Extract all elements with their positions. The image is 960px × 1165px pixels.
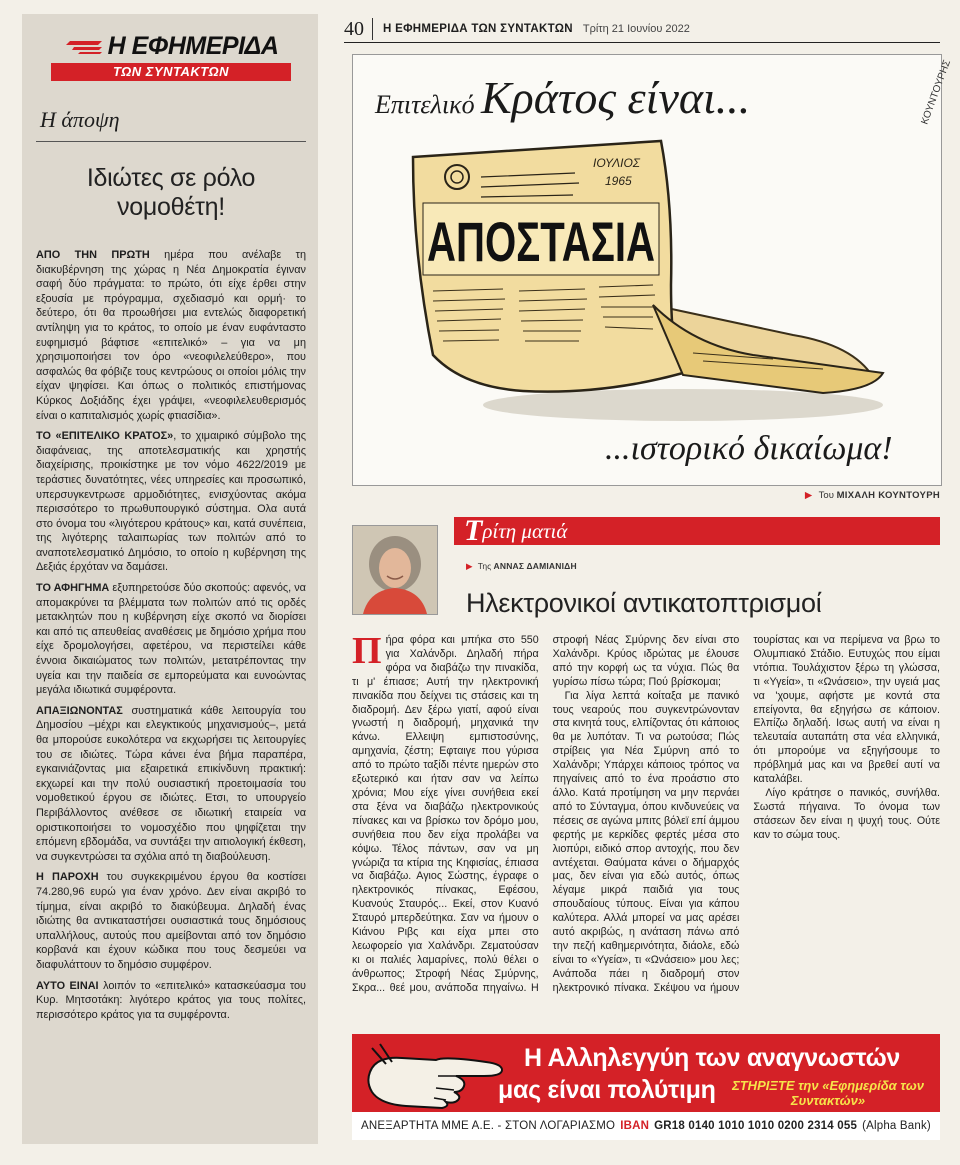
editorial-column bbox=[22, 14, 318, 1144]
triangle-icon: ▶ bbox=[466, 561, 473, 571]
cartoon-caption-small: Επιτελικό bbox=[375, 90, 475, 119]
paragraph-lead: ΑΠΑΞΙΩΝΟΝΤΑΣ bbox=[36, 704, 123, 717]
byline-name: ΑΝΝΑΣ ΔΑΜΙΑΝΙΔΗ bbox=[493, 561, 577, 571]
solidarity-ad bbox=[352, 1034, 940, 1140]
paragraph-lead: ΤΟ ΑΦΗΓΗΜΑ bbox=[36, 582, 110, 595]
section-label: Η άποψη bbox=[40, 107, 120, 132]
newspaper-headline: ΑΠΟΣΤΑΣΙΑ bbox=[427, 210, 655, 273]
byline bbox=[466, 561, 577, 572]
iban-label: IBAN bbox=[620, 1120, 650, 1132]
editorial-paragraph bbox=[36, 979, 306, 1023]
cartoon-caption-bottom: ...ιστορικό δικαίωμα! bbox=[605, 430, 893, 467]
cartoon-credit bbox=[690, 490, 940, 501]
page-header bbox=[344, 16, 940, 43]
column-banner bbox=[454, 514, 940, 547]
paragraph-lead: ΑΥΤΟ ΕΙΝΑΙ bbox=[36, 979, 99, 992]
paragraph-lead: ΤΟ «ΕΠΙΤΕΛΙΚΟ ΚΡΑΤΟΣ» bbox=[36, 430, 174, 443]
ad-support-text: ΣΤΗΡΙΞΤΕ την «Εφημερίδα των Συντακτών» bbox=[732, 1078, 924, 1108]
ad-bank-details bbox=[352, 1112, 940, 1140]
section-divider bbox=[36, 141, 306, 142]
issue-date: Τρίτη 21 Ιουνίου 2022 bbox=[582, 23, 690, 35]
cartoonist-signature: ΚΟΥΝΤΟΥΡΗΣ bbox=[919, 58, 954, 127]
editorial-body bbox=[36, 248, 306, 1022]
paragraph-text: λοιπόν το «επιτελικό» κατασκεύασμα του Κυρ. Μητσοτάκη: λιγότερο κράτος για τους πολίτες, περισσότερο κράτος για τα συμφέροντα. bbox=[36, 979, 306, 1021]
paragraph-text: , το χιμαιρικό σύμβολο της διαφάνειας, της αποτελεσματικής και χρηστής διαχείρισης, προικίστηκε με τον νόμο 4622/2019 με τεράστιες δυνατότητες, νέες υπηρεσίες και προσωπικό, υπερσυγκεντρωσε αρμοδιότητες, ενισχύοντας ακόμα περισσότερο το πρωθυπουργικό σύστημα. Ολα αυτά στο όνομα του «λιγότερου κράτους» και, κατά συνέπεια, της λιγότερης ταλαιπωρίας των πολιτών από το αναποτελεσματικό Δημόσιο, το οποίο η κυβέρνηση της Δεξιάς έρχόταν να δαμάσει. bbox=[36, 430, 306, 574]
article-body bbox=[352, 630, 940, 1002]
credit-prefix: Του bbox=[818, 490, 834, 501]
paragraph-text: συστηματικά κάθε λειτουργία του Δημοσίου –μέχρι και ελεγκτικούς μηχανισμούς–, μετά θα μπορούσε ευκολότερα να εκχωρήσει τις λειτουργίες του σε ιδιώτες. Τώρα κάνει ένα βήμα παραπέρα, εγκαινιάζοντας μια εξαιρετικά επικίνδυνη πρακτική: εκχωρεί και την πολύ ουσιαστική προετοιμασία του νομοθετικού έργου σε ιδιώτες. Ετσι, το υπουργείο Περιβάλλοντος ανέθεσε σε ιδιωτική εταιρεία να οριστικοποιήσει το νομοσχέδιο που ψηφίζεται την επόμενη εβδομάδα, να συντάξει την αιτιολογική έκθεση, να συγκεντρώσει τα σχόλια από τη διαβούλευση. bbox=[36, 704, 306, 863]
page-number: 40 bbox=[344, 18, 373, 40]
editorial-paragraph bbox=[36, 581, 306, 698]
drop-cap: Π bbox=[352, 630, 382, 672]
masthead-logo bbox=[36, 14, 306, 81]
newspaper-drawing bbox=[413, 141, 883, 421]
paragraph-text: ημέρα που ανέλαβε τη διακυβέρνηση της χώρας η Νέα Δημοκρατία έγιναν σαφή δύο πράγματα: το πρώτο, ότι είχε έρθει στην εξουσία με πρόγραμμα, σχεδιασμό και ορμή· το δεύτερο, ότι θα προωθήσει μια εντελώς διαφορετική αντίληψη για το κράτος, το οποίο με έναν ευφάνταστο ευφημισμό βάφτισε «επιτελικό» – για να μη χρησιμοποιήσει τον όρο «νεοφιλελεύθερο», που ασφαλώς θα φόβιζε τους κεντρώους οι οποίοι μόλις την είχαν ψηφίσει. Και όπως ο πολιτικός επιστήμονας Κύρκος Δοξιάδης έχει γράψει, «νεοφιλελευθερισμός είναι ο καπιταλισμός χωρίς φτιασίδια». bbox=[36, 249, 307, 422]
author-portrait-icon bbox=[353, 526, 437, 614]
pointing-hand-icon bbox=[366, 1042, 506, 1108]
paragraph-text: του συγκεκριμένου έργου θα κοστίσει 74.280,96 ευρώ για έναν χρόνο. Δεν είναι ακριβό το τίμημα, είναι ακριβό το διακύβευμα. Δηλαδή ένας ιδιώτης θα αντικαταστήσει ουσιαστικά τους δημόσιους υπαλλήλους, αυτούς που αμείβονται από τον δημόσιο κορβανά και έχουν κώδικα που τους δεσμεύει να διαφυλάττουν το δημόσιο συμφέρον. bbox=[36, 871, 307, 971]
masthead-name: Η ΕΦΗΜΕΡΙΔΑ bbox=[107, 32, 279, 60]
paragraph-text: Για λίγα λεπτά κοίταξα με πανικό τους νεαρούς που συγκεντρώνονταν στα κινητά τους, ελπίζοντας ότι κάποιος θα με λυπόταν. Τι να ρωτούσα; Πώς στρίβεις για Νέα Σμύρνη από το Χαλάνδρι; Υπάρχει κάποιος τρόπος να πηγαίνεις από το ένα προάστιο στο άλλο. Κατά προτίμηση να μην περνάει από το Σύνταγμα, όπου κινδυνεύεις να πέσεις σε αγώνα μπιτς βόλεϊ επί άμμου φερτής με κερκίδες φερτές μέσα στο λιοπύρι, ειδικό σπορ αντοχής, που δεν αντέχεται. Θαύματα κάνει ο δήμαρχός μας, δεν είναι για εδώ αυτός, όπως λέγαμε μικρά παιδιά για τους σπουδαίους τύπους. Είναι για κάπου καλύτερα. Αλλά μπορεί να μας αρέσει αυτό ακριβώς, η ανάταση πάνω από την πεζή καθημερινότητα, διάολε, εδώ είναι το «Υγεία», τι «Ωνάσειο» μου λες; Ανάποδα πάει η διαδρομή στον ηλεκτρονικό πίνακα. Σκέψου να ήμουν τουρίστας και να περίμενα να βρω το Ολυμπιακό Στάδιο. Ευτυχώς που είμαι ντόπια. Τουλάχιστον ξέρω τη γλώσσα, τι «Υγεία», τι «Ωνάσειο», την υγειά μας να 'χουμε, αφήστε με κοντά στα επείγοντα, θα εξηγήσω σε κάποιον. Ελπίζω δηλαδή. Ισως αυτή να είναι η τελευταία αυταπάτη στα νέα ελληνικά, ότι μπορούμε να εξηγήσουμε το πρόβλημά μας και να βρεθεί αυτί να καταλάβει. bbox=[552, 634, 940, 994]
cartoon-caption-big: Κράτος είναι... bbox=[481, 72, 751, 123]
iban-number: GR18 0140 1010 1010 0200 2314 055 bbox=[654, 1120, 858, 1132]
editorial-paragraph bbox=[36, 248, 306, 423]
cartoon bbox=[352, 54, 954, 486]
speed-lines-icon bbox=[64, 38, 104, 56]
editorial-paragraph bbox=[36, 704, 306, 865]
paragraph-text: Λίγο κράτησε ο πανικός, συνήλθα. Σωστά πήγαινα. Το όνομα των στάσεων δεν είναι η ψυχή τους. Ούτε καν το σώμα τους. bbox=[753, 786, 940, 841]
credit-name: ΜΙΧΑΛΗ ΚΟΥΝΤΟΥΡΗ bbox=[836, 490, 940, 501]
column-banner-title: ρίτη ματιά bbox=[482, 519, 568, 543]
editorial-paragraph bbox=[36, 429, 306, 575]
paragraph-lead: Η ΠΑΡΟΧΗ bbox=[36, 871, 99, 884]
ad-account-label: ΑΝΕΞΑΡΤΗΤΑ ΜΜΕ Α.Ε. - ΣΤΟΝ ΛΟΓΑΡΙΑΣΜΟ bbox=[361, 1120, 616, 1132]
editorial-paragraph bbox=[36, 870, 306, 972]
newspaper-year: 1965 bbox=[605, 174, 632, 188]
byline-prefix: Της bbox=[477, 561, 492, 571]
ad-subheadline: μας είναι πολύτιμη bbox=[498, 1076, 716, 1104]
cartoon-drawing bbox=[353, 55, 954, 485]
author-photo bbox=[352, 525, 438, 615]
paragraph-text: ήρα φόρα και μπήκα στο 550 για Χαλάνδρι. Δηλαδή πήρα φόρα να διαβάζω την πινακίδα, τι μ' έπιασε; Αυτή την ηλεκτρονική πινακίδα που δείχνει τις στάσεις και τη διαδρομή. Δεν ξέρω γιατί, αφού είναι γνωστή η διαδρομή, μηχανικά την κάνω. Ελλειψη εμπιστοσύνης, αμηχανία, ζέστη; Εφταιγε που γύρισα από το πρώτο ταξίδι πέντε ημερών στο εξωτερικό και ήταν σαν να λείπω χρόνια; Μου είχε γίνει συνήθεια εκεί στα ξένα να διαβάζω ηλεκτρονικούς πίνακες και να βρίσκω τον δρόμο μου, συνήθεια που δεν είχα προλάβει να κόψω. Τέλος πάντων, σαν να μη γνώριζα τα κτίρια της Κηφισίας, έπιασα να διαβάζω. Αγιος Σώστης, έγραφε ο ηλεκτρονικός πίνακας, Εφέσου, Κυανούς Σταυρός... Εκεί, στον Κυανό Σταυρό μπερδεύτηκα. Σαν να ήμουν ο Κιάνου Ριβς και είχα μπει στο λεωφορείο για Χαλάνδρι. Ζεματούσαν κι οι παλιές λαμαρίνες, πολύ θέλει ο άνθρωπος; Στροφή Νέας Σμύρνης, Σκρα... θεέ μου, ανάποδα πηγαίνω. Η στροφή Νέας Σμύρνης δεν είναι στο Χαλάνδρι. Κρύος ιδρώτας με έλουσε από την κορφή ως τα νύχια. Πώς θα γυρίσω πίσω τώρα; Πού βρίσκομαι; bbox=[352, 634, 740, 994]
triangle-icon: ▶ bbox=[804, 490, 813, 501]
column-banner-initial: Τ bbox=[464, 514, 483, 547]
newspaper-month: ΙΟΥΛΙΟΣ bbox=[593, 156, 640, 170]
editorial-headline: Ιδιώτες σε ρόλο νομοθέτη! bbox=[86, 164, 256, 221]
paragraph-text: εξυπηρετούσε δύο σκοπούς: αφενός, να απομακρύνει τα βλέμματα των πολιτών από τις ορδές μετακλητών που η κυβέρνηση είχε σκοπό να διορίσει και από τις απευθείας αναθέσεις με δημόσιο χρήμα που είχε δρομολογήσει, αφετέρου, να περιστείλει κάθε έννοια δικαιώματος των πολιτών, μετατρέποντας την υγεία και την παιδεία σε εμπορεύματα και ευνοώντας μεγάλα ιδιωτικά συμφέροντα. bbox=[36, 582, 306, 697]
article-title: Ηλεκτρονικοί αντικατοπτρισμοί bbox=[466, 588, 822, 618]
paper-name: Η ΕΦΗΜΕΡΙΔΑ ΤΩΝ ΣΥΝΤΑΚΤΩΝ bbox=[383, 23, 573, 35]
article-paragraph bbox=[753, 787, 940, 843]
ad-headline: Η Αλληλεγγύη των αναγνωστών bbox=[523, 1044, 901, 1072]
masthead-subtitle: ΤΩΝ ΣΥΝΤΑΚΤΩΝ bbox=[51, 63, 291, 81]
bank-name: (Alpha Bank) bbox=[862, 1120, 931, 1132]
paragraph-lead: ΑΠΟ ΤΗΝ ΠΡΩΤΗ bbox=[36, 249, 150, 261]
